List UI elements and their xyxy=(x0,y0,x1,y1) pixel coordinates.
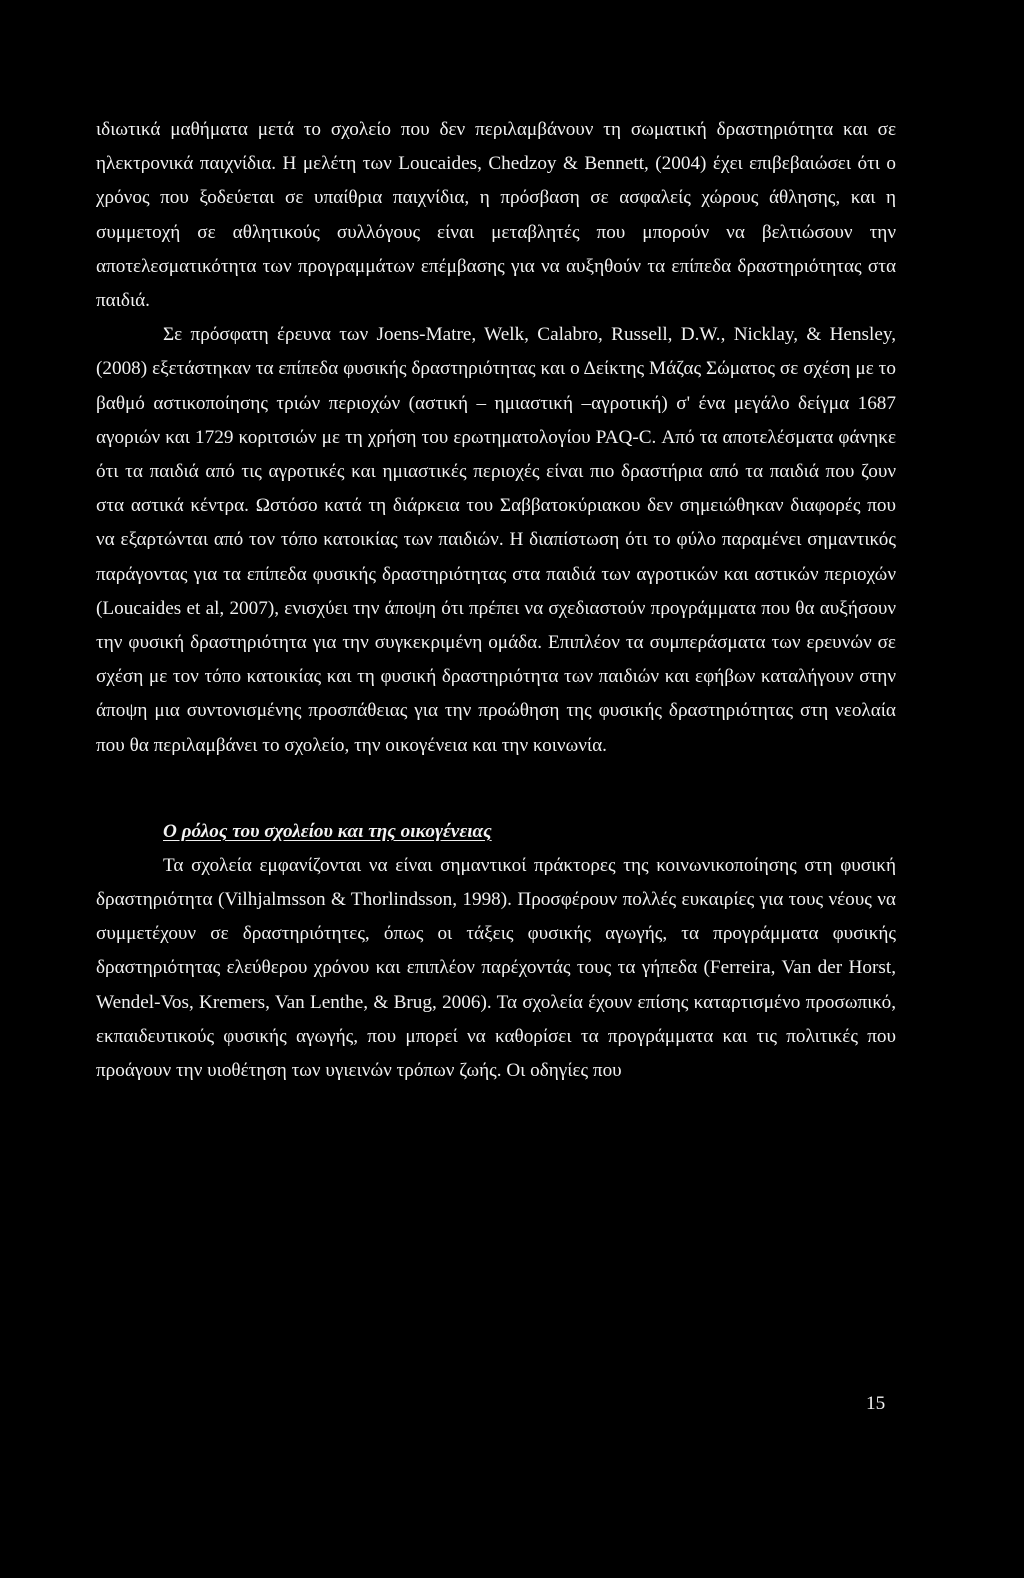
body-paragraph-3: Τα σχολεία εμφανίζονται να είναι σημαντικοί πράκτορες της κοινωνικοποίησης στη φυσική δραστηριότητα (Vilhjalmsson & Thorlindsson, 1998). Προσφέρουν πολλές ευκαιρίες για τους νέους να συμμετέχουν σε δραστηριότητες, όπως οι τάξεις φυσικής αγωγής, τα προγράμματα φυσικής δραστηριότητας ελεύθερου χρόνου και επιπλέον παρέχοντάς τους τα γήπεδα (Ferreira, Van der Horst, Wendel-Vos, Kremers, Van Lenthe, & Brug, 2006). Τα σχολεία έχουν επίσης καταρτισμένο προσωπικό, εκπαιδευτικούς φυσικής αγωγής, που μπορεί να καθορίσει τα προγράμματα και τις πολιτικές που προάγουν την υιοθέτηση των υγιεινών τρόπων ζωής. Οι οδηγίες που xyxy=(96,854,896,1082)
body-paragraph-2: Σε πρόσφατη έρευνα των Joens-Matre, Welk, Calabro, Russell, D.W., Nicklay, & Hensley, (2008) εξετάστηκαν τα επίπεδα φυσικής δραστηριότητας και ο Δείκτης Μάζας Σώματος σε σχέση με το βαθμό αστικοποίησης τριών περιοχών (αστική – ημιαστική –αγροτική) σ' ένα μεγάλο δείγμα 1687 αγοριών και 1729 κοριτσιών με τη χρήση του ερωτηματολογίου PAQ-C. Από τα αποτελέσματα φάνηκε ότι τα παιδιά από τις αγροτικές και ημιαστικές περιοχές είναι πιο δραστήρια από τα παιδιά που ζουν στα αστικά κέντρα. Ωστόσο κατά τη διάρκεια του Σαββατοκύριακου δεν σημειώθηκαν διαφορές που να εξαρτώνται από τον τόπο κατοικίας των παιδιών. Η διαπίστωση ότι το φύλο παραμένει σημαντικός παράγοντας για τα επίπεδα φυσικής δραστηριότητας στα παιδιά των αγροτικών και αστικών περιοχών (Loucaides et al, 2007), ενισχύει την άποψη ότι πρέπει να σχεδιαστούν προγράμματα που θα αυξήσουν την φυσική δραστηριότητα για την συγκεκριμένη ομάδα. Επιπλέον τα συμπεράσματα των ερευνών σε σχέση με τον τόπο κατοικίας και τη φυσική δραστηριότητα των παιδιών και εφήβων καταλήγουν στην άποψη μια συντονισμένης προσπάθειας για την προώθηση της φυσικής δραστηριότητας στη νεολαία που θα περιλαμβάνει το σχολείο, την οικογένεια και την κοινωνία. xyxy=(96,324,896,756)
section-heading: Ο ρόλος του σχολείου και της οικογένειας xyxy=(163,820,492,842)
document-page xyxy=(96,113,896,1088)
page-number: 15 xyxy=(866,1393,886,1414)
body-paragraph-1: ιδιωτικά μαθήματα μετά το σχολείο που δεν περιλαμβάνουν τη σωματική δραστηριότητα και σε ηλεκτρονικά παιχνίδια. Η μελέτη των Loucaides, Chedzoy & Bennett, (2004) έχει επιβεβαιώσει ότι ο χρόνος που ξοδεύεται σε υπαίθρια παιχνίδια, η πρόσβαση σε ασφαλείς χώρους άθλησης, και η συμμετοχή σε αθλητικούς συλλόγους είναι μεταβλητές που μπορούν να βελτιώσουν την αποτελεσματικότητα των προγραμμάτων επέμβασης για να αυξηθούν τα επίπεδα δραστηριότητας στα παιδιά. xyxy=(96,119,896,312)
